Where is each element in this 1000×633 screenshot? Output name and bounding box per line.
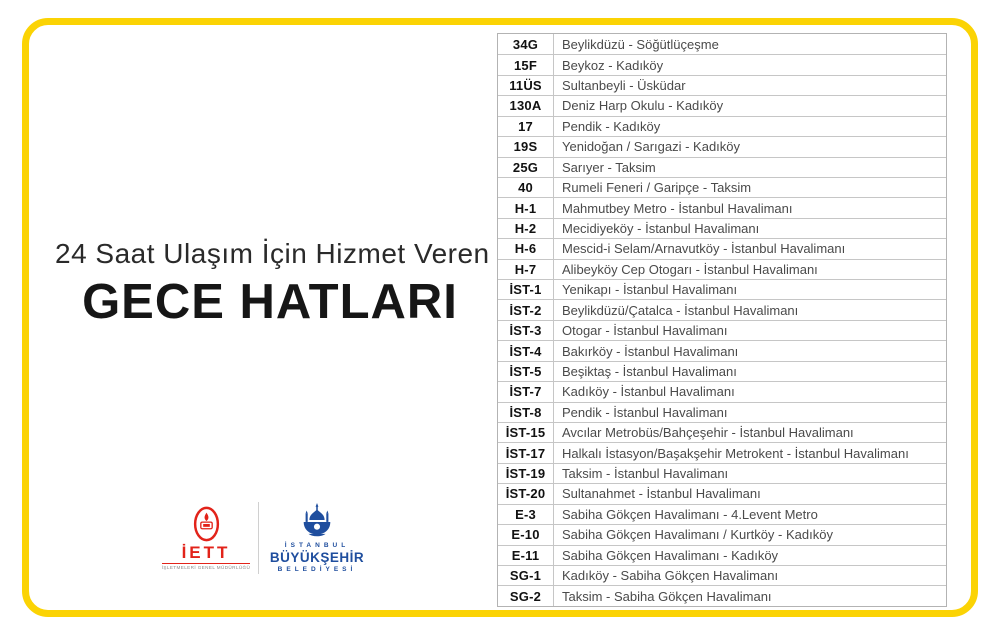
- route-description: Mahmutbey Metro - İstanbul Havalimanı: [562, 200, 793, 216]
- route-description: Mescid-i Selam/Arnavutköy - İstanbul Havalimanı: [562, 241, 846, 257]
- table-row: [498, 75, 946, 95]
- table-row: [498, 483, 946, 503]
- table-row: [498, 402, 946, 422]
- table-row: [498, 54, 946, 74]
- route-code: 19S: [498, 137, 554, 156]
- route-code: E-11: [498, 546, 554, 565]
- table-row: [498, 136, 946, 156]
- route-description: Rumeli Feneri / Garipçe - Taksim: [562, 180, 752, 196]
- route-description: Taksim - Sabiha Gökçen Havalimanı: [562, 588, 772, 604]
- table-row: [498, 197, 946, 217]
- table-row: [498, 279, 946, 299]
- route-description: Beşiktaş - İstanbul Havalimanı: [562, 363, 737, 379]
- table-row: [498, 565, 946, 585]
- route-code: 15F: [498, 55, 554, 74]
- table-row: [498, 238, 946, 258]
- table-row: [498, 259, 946, 279]
- route-code: İST-8: [498, 403, 554, 422]
- ibb-emblem-icon: [298, 502, 336, 540]
- route-description: Sabiha Gökçen Havalimanı / Kurtköy - Kadıköy: [562, 527, 833, 543]
- route-description: Mecidiyeköy - İstanbul Havalimanı: [562, 221, 760, 236]
- poster-title: GECE HATLARI: [82, 275, 458, 329]
- route-code: 25G: [498, 158, 554, 177]
- route-code: İST-2: [498, 300, 554, 319]
- route-code: H-2: [498, 219, 554, 238]
- poster-subtitle: 24 Saat Ulaşım İçin Hizmet Veren: [55, 238, 490, 269]
- table-row: [498, 422, 946, 442]
- route-code: 40: [498, 178, 554, 197]
- table-row: [498, 299, 946, 319]
- table-row: [498, 585, 946, 605]
- title-block: [55, 238, 490, 330]
- iett-logo-name: İETT: [181, 543, 231, 562]
- table-row: [498, 340, 946, 360]
- route-code: 34G: [498, 34, 554, 54]
- route-code: SG-2: [498, 586, 554, 605]
- route-code: SG-1: [498, 566, 554, 585]
- route-code: H-7: [498, 260, 554, 279]
- ibb-logo-line1: İSTANBUL: [284, 542, 350, 550]
- route-code: İST-3: [498, 321, 554, 340]
- table-row: [498, 524, 946, 544]
- route-description: Halkalı İstasyon/Başakşehir Metrokent - İstanbul Havalimanı: [562, 445, 909, 461]
- logo-divider: [258, 502, 259, 574]
- route-description: Alibeyköy Cep Otogarı - İstanbul Havalimanı: [562, 261, 818, 277]
- ibb-logo-line3: BELEDİYESİ: [277, 565, 357, 573]
- route-code: H-1: [498, 198, 554, 217]
- route-code: İST-1: [498, 280, 554, 299]
- logo-row: [160, 498, 370, 578]
- iett-logo: [160, 506, 252, 570]
- iett-emblem-icon: [192, 506, 221, 542]
- route-description: Beykoz - Kadıköy: [562, 57, 664, 73]
- route-description: Sarıyer - Taksim: [562, 159, 656, 175]
- table-row: [498, 116, 946, 136]
- route-description: Otogar - İstanbul Havalimanı: [562, 323, 728, 339]
- table-row: [498, 177, 946, 197]
- routes-table: [497, 33, 947, 607]
- table-row: [498, 157, 946, 177]
- table-row: [498, 381, 946, 401]
- route-code: 130A: [498, 96, 554, 115]
- route-code: E-3: [498, 505, 554, 524]
- route-code: 11ÜS: [498, 76, 554, 95]
- table-row: [498, 320, 946, 340]
- route-description: Taksim - İstanbul Havalimanı: [562, 466, 729, 482]
- route-code: E-10: [498, 525, 554, 544]
- ibb-logo: [265, 502, 369, 573]
- ibb-logo-line2: BÜYÜKŞEHİR: [269, 549, 365, 565]
- route-description: Kadıköy - İstanbul Havalimanı: [562, 384, 735, 400]
- route-code: 17: [498, 117, 554, 136]
- table-row: [498, 34, 946, 54]
- route-description: Bakırköy - İstanbul Havalimanı: [562, 343, 739, 359]
- routes-table-body: [498, 34, 946, 606]
- table-row: [498, 463, 946, 483]
- route-description: Sabiha Gökçen Havalimanı - Kadıköy: [562, 547, 779, 563]
- route-code: H-6: [498, 239, 554, 258]
- route-description: Deniz Harp Okulu - Kadıköy: [562, 98, 724, 114]
- route-code: İST-15: [498, 423, 554, 442]
- route-code: İST-17: [498, 443, 554, 462]
- route-description: Sultanahmet - İstanbul Havalimanı: [562, 486, 761, 502]
- route-description: Pendik - İstanbul Havalimanı: [562, 404, 728, 420]
- iett-logo-subtitle: İŞLETMELERİ GENEL MÜDÜRLÜĞÜ: [161, 565, 251, 570]
- route-code: İST-5: [498, 362, 554, 381]
- route-code: İST-4: [498, 341, 554, 360]
- route-code: İST-7: [498, 382, 554, 401]
- route-description: Yenidoğan / Sarıgazi - Kadıköy: [562, 139, 741, 155]
- table-row: [498, 95, 946, 115]
- table-row: [498, 218, 946, 238]
- table-row: [498, 442, 946, 462]
- route-description: Beylikdüzü/Çatalca - İstanbul Havalimanı: [562, 302, 799, 318]
- route-description: Yenikapı - İstanbul Havalimanı: [562, 282, 738, 298]
- table-row: [498, 504, 946, 524]
- route-description: Sabiha Gökçen Havalimanı - 4.Levent Metro: [562, 506, 818, 522]
- route-code: İST-19: [498, 464, 554, 483]
- route-code: İST-20: [498, 484, 554, 503]
- table-row: [498, 361, 946, 381]
- table-row: [498, 545, 946, 565]
- route-description: Avcılar Metrobüs/Bahçeşehir - İstanbul Havalimanı: [562, 425, 854, 441]
- route-description: Beylikdüzü - Söğütlüçeşme: [562, 36, 719, 52]
- route-description: Pendik - Kadıköy: [562, 118, 661, 134]
- route-description: Sultanbeyli - Üsküdar: [562, 78, 686, 94]
- route-description: Kadıköy - Sabiha Gökçen Havalimanı: [562, 568, 779, 584]
